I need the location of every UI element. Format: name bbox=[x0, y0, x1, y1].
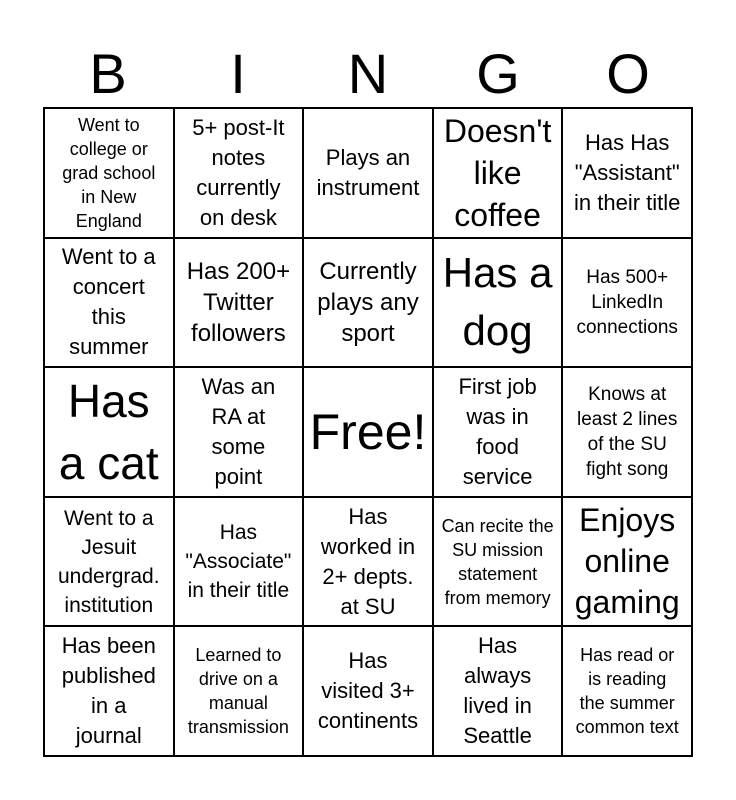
bingo-cell[interactable] bbox=[303, 108, 433, 238]
bingo-cell[interactable] bbox=[174, 238, 304, 368]
bingo-cell[interactable] bbox=[44, 497, 174, 627]
bingo-cell[interactable] bbox=[562, 367, 692, 497]
bingo-cell[interactable] bbox=[562, 238, 692, 368]
cell-text: Went to college or grad school in New England bbox=[62, 114, 156, 231]
bingo-cell[interactable] bbox=[174, 108, 304, 238]
bingo-cell[interactable] bbox=[303, 497, 433, 627]
bingo-card-grid bbox=[43, 107, 693, 757]
cell-text: Went to a Jesuit undergrad. institution bbox=[58, 506, 160, 617]
bingo-cell[interactable] bbox=[174, 626, 304, 756]
cell-text: 5+ post-It notes currently on desk bbox=[192, 114, 285, 230]
cell-text: Doesn't like coffee bbox=[443, 112, 552, 233]
bingo-cell[interactable] bbox=[44, 108, 174, 238]
cell-text: Has 200+ Twitter followers bbox=[186, 257, 291, 347]
cell-text: Has always lived in Seattle bbox=[463, 633, 532, 749]
cell-text: Currently plays any sport bbox=[317, 257, 419, 347]
bingo-cell[interactable] bbox=[562, 497, 692, 627]
bingo-header bbox=[43, 44, 693, 104]
bingo-cell[interactable] bbox=[562, 626, 692, 756]
header-letter-g: G bbox=[476, 42, 520, 105]
bingo-cell[interactable] bbox=[303, 626, 433, 756]
cell-text: Has "Associate" in their title bbox=[185, 521, 292, 603]
cell-text: Has 500+ LinkedIn connections bbox=[576, 266, 678, 338]
cell-text: Went to a concert this summer bbox=[61, 244, 156, 360]
bingo-cell[interactable] bbox=[433, 626, 563, 756]
bingo-cell[interactable] bbox=[433, 367, 563, 497]
bingo-cell[interactable] bbox=[44, 367, 174, 497]
header-letter-n: N bbox=[347, 42, 389, 105]
bingo-cell[interactable] bbox=[433, 238, 563, 368]
header-letter-b: B bbox=[89, 42, 127, 105]
free-space-cell[interactable] bbox=[303, 367, 433, 497]
cell-text: Enjoys online gaming bbox=[574, 502, 680, 621]
bingo-cell[interactable] bbox=[303, 238, 433, 368]
cell-text: Has been published in a journal bbox=[61, 633, 156, 749]
cell-text: Has a cat bbox=[58, 375, 159, 489]
cell-text: Has visited 3+ continents bbox=[317, 648, 419, 734]
cell-text: Plays an instrument bbox=[316, 144, 420, 200]
cell-text: Has read or is reading the summer common text bbox=[575, 645, 679, 738]
cell-text: First job was in food service bbox=[458, 373, 537, 489]
free-space-text: Free! bbox=[309, 403, 427, 460]
cell-text: Has worked in 2+ depts. at SU bbox=[320, 503, 416, 619]
cell-text: Learned to drive on a manual transmission bbox=[187, 645, 289, 738]
bingo-cell[interactable] bbox=[174, 497, 304, 627]
cell-text: Has Has "Assistant" in their title bbox=[574, 129, 681, 215]
cell-text: Can recite the SU mission statement from memory bbox=[441, 515, 554, 608]
cell-text: Was an RA at some point bbox=[201, 373, 276, 489]
bingo-cell[interactable] bbox=[433, 108, 563, 238]
bingo-cell[interactable] bbox=[562, 108, 692, 238]
bingo-cell[interactable] bbox=[174, 367, 304, 497]
header-letter-i: I bbox=[230, 42, 246, 105]
bingo-cell[interactable] bbox=[433, 497, 563, 627]
cell-text: Knows at least 2 lines of the SU fight song bbox=[577, 383, 678, 480]
bingo-cell[interactable] bbox=[44, 626, 174, 756]
header-letter-o: O bbox=[606, 42, 650, 105]
cell-text: Has a dog bbox=[442, 249, 553, 355]
bingo-cell[interactable] bbox=[44, 238, 174, 368]
